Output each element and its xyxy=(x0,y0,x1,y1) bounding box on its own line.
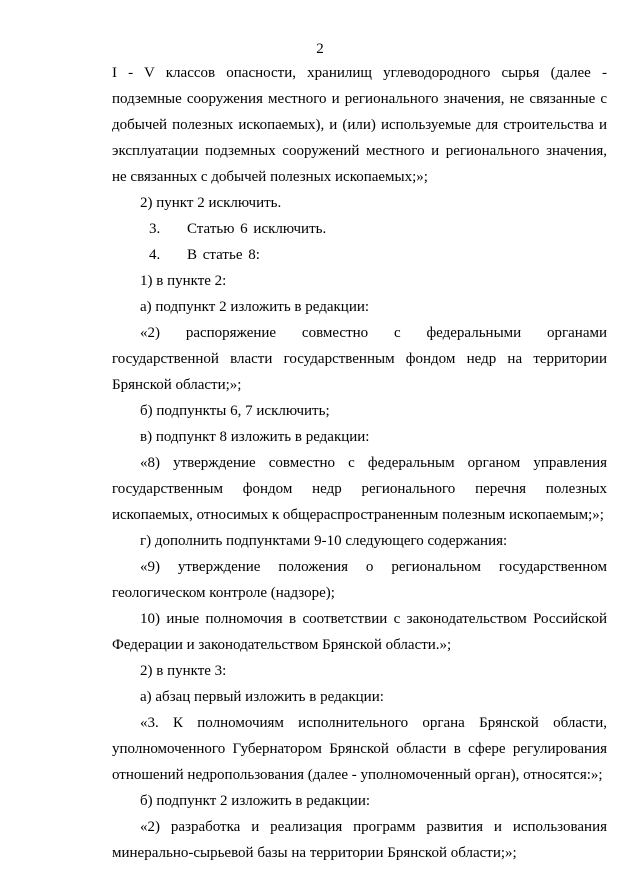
paragraph-item: 2) в пункте 3: xyxy=(140,663,227,679)
paragraph-quote: «3. К полномочиям исполнительного органа Брянской области, уполномоченного Губернатором Брянской области в сфере регулирования отношений недропользования (далее - уполномоченный орган), относятся:»; xyxy=(112,715,607,783)
paragraph-quote: «2) распоряжение совместно с федеральными органами государственной власти государственным фондом недр на территории Брянской области;»; xyxy=(112,325,607,393)
item-text: В статье 8: xyxy=(187,247,260,263)
item-number: 4. xyxy=(149,247,161,263)
paragraph-item: г) дополнить подпунктами 9-10 следующего содержания: xyxy=(140,533,508,549)
paragraph-item: 2) пункт 2 исключить. xyxy=(140,195,282,211)
item-text: Статью 6 исключить. xyxy=(187,221,327,237)
paragraph-item: б) подпункты 6, 7 исключить; xyxy=(140,403,330,419)
paragraph-item: а) абзац первый изложить в редакции: xyxy=(140,689,384,705)
paragraph-continuation: I - V классов опасности, хранилищ углеводородного сырья (далее - подземные сооружения местного и регионального значения, не связанные с добычей полезных ископаемых), и (или) используемые для строительства и эксплуатации подземных сооружений местного и регионального значения, не связанных с добычей полезных ископаемых;»; xyxy=(112,65,607,185)
item-number: 3. xyxy=(149,221,161,237)
paragraph-item: в) подпункт 8 изложить в редакции: xyxy=(140,429,370,445)
paragraph-numbered-item xyxy=(112,242,607,268)
paragraph-item: б) подпункт 2 изложить в редакции: xyxy=(140,793,371,809)
paragraph-quote: «9) утверждение положения о региональном государственном геологическом контроле (надзоре); xyxy=(112,559,607,601)
paragraph-quote: «2) разработка и реализация программ развития и использования минерально-сырьевой базы на территории Брянской области;»; xyxy=(112,819,607,861)
paragraph-item: 1) в пункте 2: xyxy=(140,273,227,289)
page-number: 2 xyxy=(316,41,324,57)
paragraph-item: а) подпункт 2 изложить в редакции: xyxy=(140,299,370,315)
paragraph-quote: «8) утверждение совместно с федеральным органом управления государственным фондом недр регионального перечня полезных ископаемых, относимых к общераспространенным полезным ископаемым;»; xyxy=(112,455,607,523)
paragraph-quote: 10) иные полномочия в соответствии с законодательством Российской Федерации и законодательством Брянской области.»; xyxy=(112,611,607,653)
document-body xyxy=(112,60,607,866)
paragraph-numbered-item xyxy=(112,216,607,242)
